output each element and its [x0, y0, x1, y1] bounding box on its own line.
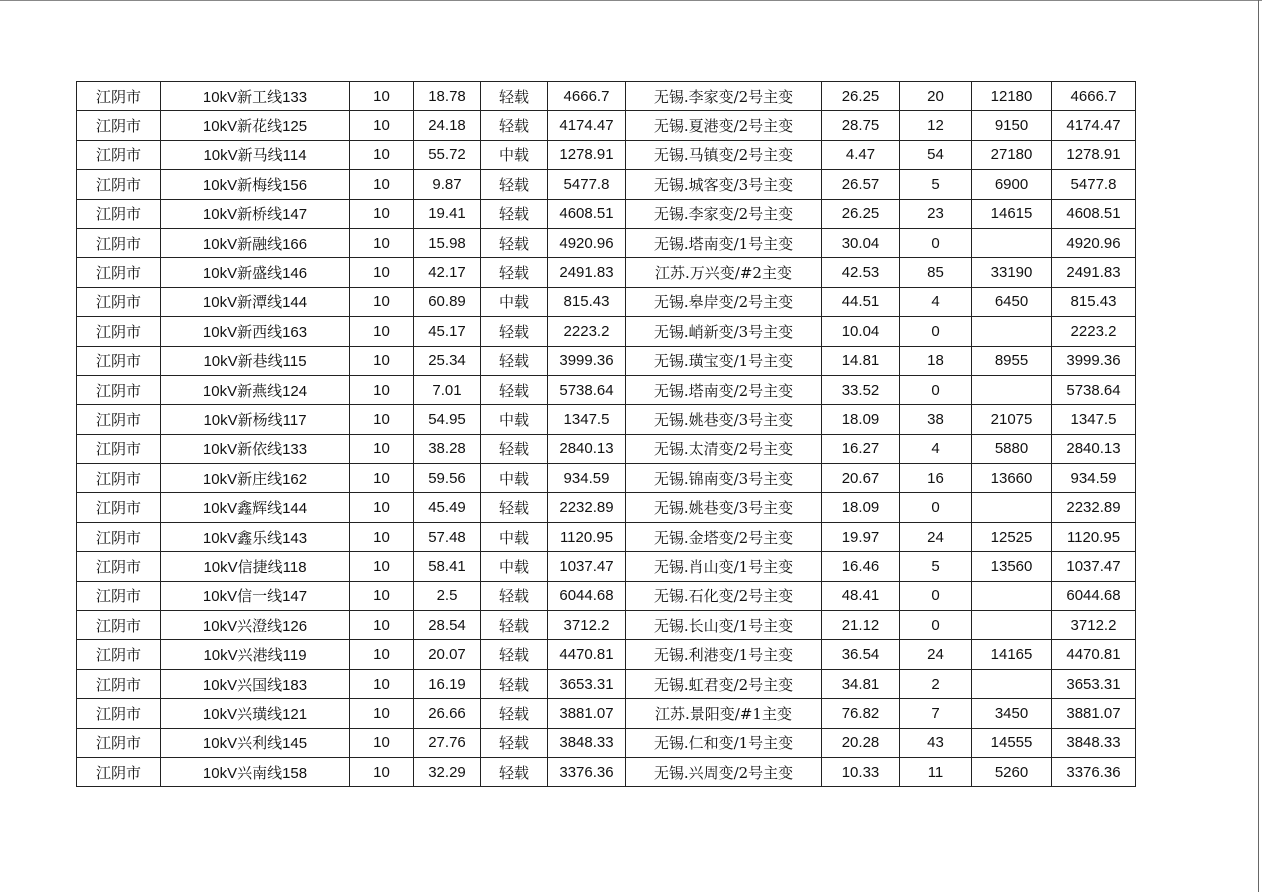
cell-available-capacity: 4470.81: [548, 640, 626, 669]
cell-available-capacity: 2232.89: [548, 493, 626, 522]
cell-user-count: 43: [900, 728, 972, 757]
cell-city: 江阴市: [77, 669, 161, 698]
cell-remaining-capacity: 2232.89: [1052, 493, 1136, 522]
cell-available-capacity: 2491.83: [548, 258, 626, 287]
cell-load-status: 轻载: [481, 375, 548, 404]
cell-transformer-load-rate: 21.12: [822, 611, 900, 640]
cell-voltage: 10: [350, 552, 414, 581]
cell-remaining-capacity: 1278.91: [1052, 140, 1136, 169]
cell-voltage: 10: [350, 728, 414, 757]
cell-transformer-load-rate: 42.53: [822, 258, 900, 287]
cell-load-rate: 60.89: [414, 287, 481, 316]
cell-user-capacity: [972, 375, 1052, 404]
cell-voltage: 10: [350, 581, 414, 610]
cell-remaining-capacity: 3999.36: [1052, 346, 1136, 375]
cell-remaining-capacity: 4470.81: [1052, 640, 1136, 669]
cell-available-capacity: 3848.33: [548, 728, 626, 757]
cell-load-rate: 42.17: [414, 258, 481, 287]
cell-remaining-capacity: 4174.47: [1052, 111, 1136, 140]
cell-remaining-capacity: 934.59: [1052, 464, 1136, 493]
cell-load-rate: 18.78: [414, 82, 481, 111]
cell-remaining-capacity: 5738.64: [1052, 375, 1136, 404]
cell-substation-transformer: 无锡.峭新变/3号主变: [626, 317, 822, 346]
cell-city: 江阴市: [77, 581, 161, 610]
cell-user-capacity: 3450: [972, 699, 1052, 728]
cell-substation-transformer: 无锡.塔南变/1号主变: [626, 228, 822, 257]
cell-load-status: 轻载: [481, 699, 548, 728]
cell-substation-transformer: 无锡.姚巷变/3号主变: [626, 405, 822, 434]
cell-city: 江阴市: [77, 258, 161, 287]
cell-user-count: 7: [900, 699, 972, 728]
cell-user-capacity: 5880: [972, 434, 1052, 463]
cell-load-status: 轻载: [481, 317, 548, 346]
cell-load-rate: 58.41: [414, 552, 481, 581]
table-row: [77, 434, 1136, 463]
cell-load-status: 轻载: [481, 669, 548, 698]
cell-city: 江阴市: [77, 611, 161, 640]
cell-voltage: 10: [350, 140, 414, 169]
cell-city: 江阴市: [77, 757, 161, 786]
cell-load-status: 轻载: [481, 757, 548, 786]
cell-voltage: 10: [350, 699, 414, 728]
cell-load-rate: 54.95: [414, 405, 481, 434]
cell-transformer-load-rate: 48.41: [822, 581, 900, 610]
cell-city: 江阴市: [77, 199, 161, 228]
cell-substation-transformer: 无锡.太清变/2号主变: [626, 434, 822, 463]
cell-remaining-capacity: 3712.2: [1052, 611, 1136, 640]
table-row: [77, 581, 1136, 610]
cell-substation-transformer: 无锡.金塔变/2号主变: [626, 522, 822, 551]
cell-city: 江阴市: [77, 170, 161, 199]
table-row: [77, 611, 1136, 640]
cell-voltage: 10: [350, 405, 414, 434]
cell-voltage: 10: [350, 522, 414, 551]
cell-voltage: 10: [350, 111, 414, 140]
cell-city: 江阴市: [77, 82, 161, 111]
page-edge-top: [0, 0, 1262, 1]
cell-load-status: 中载: [481, 552, 548, 581]
cell-available-capacity: 1347.5: [548, 405, 626, 434]
cell-voltage: 10: [350, 317, 414, 346]
cell-transformer-load-rate: 34.81: [822, 669, 900, 698]
cell-user-capacity: 14555: [972, 728, 1052, 757]
cell-city: 江阴市: [77, 405, 161, 434]
cell-available-capacity: 815.43: [548, 287, 626, 316]
cell-load-status: 轻载: [481, 346, 548, 375]
cell-substation-transformer: 无锡.仁和变/1号主变: [626, 728, 822, 757]
cell-user-capacity: [972, 317, 1052, 346]
cell-line-name: 10kV新马线114: [161, 140, 350, 169]
cell-available-capacity: 4920.96: [548, 228, 626, 257]
cell-voltage: 10: [350, 375, 414, 404]
cell-city: 江阴市: [77, 111, 161, 140]
cell-line-name: 10kV兴港线119: [161, 640, 350, 669]
cell-user-capacity: 14615: [972, 199, 1052, 228]
cell-remaining-capacity: 5477.8: [1052, 170, 1136, 199]
cell-user-capacity: 8955: [972, 346, 1052, 375]
cell-remaining-capacity: 2491.83: [1052, 258, 1136, 287]
cell-substation-transformer: 江苏.万兴变/#2主变: [626, 258, 822, 287]
cell-transformer-load-rate: 26.25: [822, 199, 900, 228]
cell-load-status: 轻载: [481, 170, 548, 199]
table-row: [77, 522, 1136, 551]
cell-user-capacity: 27180: [972, 140, 1052, 169]
cell-load-status: 中载: [481, 522, 548, 551]
cell-user-capacity: [972, 669, 1052, 698]
cell-remaining-capacity: 2840.13: [1052, 434, 1136, 463]
table-row: [77, 552, 1136, 581]
cell-user-count: 24: [900, 522, 972, 551]
cell-load-rate: 15.98: [414, 228, 481, 257]
table-row: [77, 199, 1136, 228]
cell-voltage: 10: [350, 640, 414, 669]
cell-voltage: 10: [350, 258, 414, 287]
cell-substation-transformer: 无锡.兴周变/2号主变: [626, 757, 822, 786]
cell-load-rate: 57.48: [414, 522, 481, 551]
cell-line-name: 10kV兴利线145: [161, 728, 350, 757]
cell-city: 江阴市: [77, 552, 161, 581]
cell-available-capacity: 3999.36: [548, 346, 626, 375]
cell-voltage: 10: [350, 757, 414, 786]
cell-line-name: 10kV新燕线124: [161, 375, 350, 404]
cell-load-status: 轻载: [481, 199, 548, 228]
cell-substation-transformer: 无锡.石化变/2号主变: [626, 581, 822, 610]
cell-load-rate: 2.5: [414, 581, 481, 610]
cell-available-capacity: 4608.51: [548, 199, 626, 228]
cell-remaining-capacity: 815.43: [1052, 287, 1136, 316]
cell-load-rate: 24.18: [414, 111, 481, 140]
cell-substation-transformer: 无锡.利港变/1号主变: [626, 640, 822, 669]
cell-load-status: 轻载: [481, 611, 548, 640]
cell-load-status: 轻载: [481, 82, 548, 111]
cell-voltage: 10: [350, 170, 414, 199]
table-row: [77, 640, 1136, 669]
cell-line-name: 10kV信一线147: [161, 581, 350, 610]
cell-transformer-load-rate: 20.28: [822, 728, 900, 757]
cell-line-name: 10kV新西线163: [161, 317, 350, 346]
cell-transformer-load-rate: 30.04: [822, 228, 900, 257]
cell-user-count: 0: [900, 581, 972, 610]
cell-available-capacity: 6044.68: [548, 581, 626, 610]
cell-available-capacity: 4666.7: [548, 82, 626, 111]
cell-available-capacity: 934.59: [548, 464, 626, 493]
cell-load-status: 中载: [481, 140, 548, 169]
cell-city: 江阴市: [77, 346, 161, 375]
cell-user-count: 5: [900, 170, 972, 199]
cell-load-rate: 32.29: [414, 757, 481, 786]
cell-city: 江阴市: [77, 640, 161, 669]
cell-remaining-capacity: 2223.2: [1052, 317, 1136, 346]
cell-city: 江阴市: [77, 464, 161, 493]
cell-user-capacity: 6900: [972, 170, 1052, 199]
cell-remaining-capacity: 1037.47: [1052, 552, 1136, 581]
cell-load-status: 轻载: [481, 581, 548, 610]
cell-remaining-capacity: 1347.5: [1052, 405, 1136, 434]
cell-transformer-load-rate: 10.04: [822, 317, 900, 346]
cell-available-capacity: 5738.64: [548, 375, 626, 404]
cell-load-status: 轻载: [481, 728, 548, 757]
cell-available-capacity: 1278.91: [548, 140, 626, 169]
cell-transformer-load-rate: 18.09: [822, 493, 900, 522]
cell-substation-transformer: 无锡.城客变/3号主变: [626, 170, 822, 199]
cell-remaining-capacity: 3376.36: [1052, 757, 1136, 786]
table-row: [77, 405, 1136, 434]
table-row: [77, 757, 1136, 786]
cell-load-status: 轻载: [481, 640, 548, 669]
cell-substation-transformer: 无锡.姚巷变/3号主变: [626, 493, 822, 522]
cell-voltage: 10: [350, 669, 414, 698]
table-row: [77, 464, 1136, 493]
cell-city: 江阴市: [77, 434, 161, 463]
cell-substation-transformer: 无锡.马镇变/2号主变: [626, 140, 822, 169]
cell-available-capacity: 4174.47: [548, 111, 626, 140]
cell-load-rate: 59.56: [414, 464, 481, 493]
cell-line-name: 10kV兴国线183: [161, 669, 350, 698]
cell-line-name: 10kV鑫乐线143: [161, 522, 350, 551]
cell-user-capacity: 5260: [972, 757, 1052, 786]
cell-transformer-load-rate: 14.81: [822, 346, 900, 375]
cell-user-capacity: [972, 581, 1052, 610]
cell-voltage: 10: [350, 228, 414, 257]
cell-voltage: 10: [350, 346, 414, 375]
cell-city: 江阴市: [77, 375, 161, 404]
cell-transformer-load-rate: 16.46: [822, 552, 900, 581]
cell-load-status: 轻载: [481, 111, 548, 140]
cell-transformer-load-rate: 20.67: [822, 464, 900, 493]
cell-line-name: 10kV新工线133: [161, 82, 350, 111]
cell-load-rate: 55.72: [414, 140, 481, 169]
cell-line-name: 10kV兴璜线121: [161, 699, 350, 728]
cell-line-name: 10kV兴南线158: [161, 757, 350, 786]
table-row: [77, 258, 1136, 287]
page-edge-right: [1258, 0, 1259, 892]
cell-user-capacity: 6450: [972, 287, 1052, 316]
cell-substation-transformer: 无锡.塔南变/2号主变: [626, 375, 822, 404]
cell-user-count: 0: [900, 611, 972, 640]
cell-load-rate: 7.01: [414, 375, 481, 404]
cell-line-name: 10kV新梅线156: [161, 170, 350, 199]
cell-substation-transformer: 江苏.景阳变/#1主变: [626, 699, 822, 728]
cell-load-status: 轻载: [481, 258, 548, 287]
cell-city: 江阴市: [77, 728, 161, 757]
cell-line-name: 10kV新融线166: [161, 228, 350, 257]
cell-load-status: 中载: [481, 287, 548, 316]
cell-user-capacity: 13560: [972, 552, 1052, 581]
cell-city: 江阴市: [77, 699, 161, 728]
cell-load-rate: 45.49: [414, 493, 481, 522]
cell-user-count: 2: [900, 669, 972, 698]
cell-transformer-load-rate: 4.47: [822, 140, 900, 169]
cell-user-capacity: 9150: [972, 111, 1052, 140]
cell-user-count: 18: [900, 346, 972, 375]
cell-voltage: 10: [350, 199, 414, 228]
cell-available-capacity: 5477.8: [548, 170, 626, 199]
cell-load-rate: 9.87: [414, 170, 481, 199]
cell-remaining-capacity: 3653.31: [1052, 669, 1136, 698]
cell-transformer-load-rate: 18.09: [822, 405, 900, 434]
cell-transformer-load-rate: 26.25: [822, 82, 900, 111]
cell-available-capacity: 2840.13: [548, 434, 626, 463]
cell-city: 江阴市: [77, 287, 161, 316]
cell-substation-transformer: 无锡.肖山变/1号主变: [626, 552, 822, 581]
table-row: [77, 493, 1136, 522]
cell-transformer-load-rate: 10.33: [822, 757, 900, 786]
cell-user-count: 0: [900, 493, 972, 522]
cell-user-count: 20: [900, 82, 972, 111]
cell-voltage: 10: [350, 287, 414, 316]
cell-substation-transformer: 无锡.李家变/2号主变: [626, 199, 822, 228]
table-row: [77, 287, 1136, 316]
cell-substation-transformer: 无锡.夏港变/2号主变: [626, 111, 822, 140]
cell-substation-transformer: 无锡.璜宝变/1号主变: [626, 346, 822, 375]
feeder-load-table: [76, 81, 1136, 787]
cell-user-capacity: [972, 611, 1052, 640]
cell-substation-transformer: 无锡.李家变/2号主变: [626, 82, 822, 111]
cell-remaining-capacity: 1120.95: [1052, 522, 1136, 551]
cell-load-rate: 45.17: [414, 317, 481, 346]
cell-user-count: 0: [900, 317, 972, 346]
cell-available-capacity: 1120.95: [548, 522, 626, 551]
cell-user-count: 0: [900, 375, 972, 404]
cell-user-capacity: [972, 228, 1052, 257]
cell-user-capacity: 13660: [972, 464, 1052, 493]
cell-line-name: 10kV兴澄线126: [161, 611, 350, 640]
table-row: [77, 140, 1136, 169]
cell-available-capacity: 3712.2: [548, 611, 626, 640]
cell-transformer-load-rate: 33.52: [822, 375, 900, 404]
cell-line-name: 10kV新依线133: [161, 434, 350, 463]
cell-user-count: 23: [900, 199, 972, 228]
cell-load-status: 中载: [481, 464, 548, 493]
cell-city: 江阴市: [77, 228, 161, 257]
cell-transformer-load-rate: 16.27: [822, 434, 900, 463]
cell-voltage: 10: [350, 434, 414, 463]
cell-user-count: 5: [900, 552, 972, 581]
cell-user-count: 12: [900, 111, 972, 140]
cell-user-capacity: 12525: [972, 522, 1052, 551]
cell-load-rate: 26.66: [414, 699, 481, 728]
cell-transformer-load-rate: 36.54: [822, 640, 900, 669]
cell-line-name: 10kV新杨线117: [161, 405, 350, 434]
cell-user-count: 54: [900, 140, 972, 169]
cell-user-capacity: 12180: [972, 82, 1052, 111]
cell-voltage: 10: [350, 611, 414, 640]
cell-user-count: 0: [900, 228, 972, 257]
cell-user-count: 4: [900, 434, 972, 463]
cell-user-count: 16: [900, 464, 972, 493]
cell-remaining-capacity: 4608.51: [1052, 199, 1136, 228]
cell-user-count: 38: [900, 405, 972, 434]
cell-line-name: 10kV新庄线162: [161, 464, 350, 493]
cell-voltage: 10: [350, 493, 414, 522]
cell-substation-transformer: 无锡.长山变/1号主变: [626, 611, 822, 640]
cell-available-capacity: 3376.36: [548, 757, 626, 786]
table-row: [77, 699, 1136, 728]
cell-line-name: 10kV新潭线144: [161, 287, 350, 316]
cell-load-rate: 19.41: [414, 199, 481, 228]
cell-remaining-capacity: 4666.7: [1052, 82, 1136, 111]
table-row: [77, 346, 1136, 375]
table-body: [77, 82, 1136, 787]
cell-load-rate: 20.07: [414, 640, 481, 669]
cell-transformer-load-rate: 44.51: [822, 287, 900, 316]
cell-user-capacity: 21075: [972, 405, 1052, 434]
cell-transformer-load-rate: 28.75: [822, 111, 900, 140]
cell-substation-transformer: 无锡.锦南变/3号主变: [626, 464, 822, 493]
cell-transformer-load-rate: 26.57: [822, 170, 900, 199]
cell-user-count: 85: [900, 258, 972, 287]
cell-line-name: 10kV新巷线115: [161, 346, 350, 375]
cell-user-count: 4: [900, 287, 972, 316]
table-row: [77, 170, 1136, 199]
cell-remaining-capacity: 3881.07: [1052, 699, 1136, 728]
cell-load-status: 轻载: [481, 434, 548, 463]
table-row: [77, 728, 1136, 757]
cell-load-rate: 28.54: [414, 611, 481, 640]
cell-line-name: 10kV新花线125: [161, 111, 350, 140]
cell-city: 江阴市: [77, 493, 161, 522]
cell-load-rate: 27.76: [414, 728, 481, 757]
cell-available-capacity: 1037.47: [548, 552, 626, 581]
table-row: [77, 375, 1136, 404]
cell-line-name: 10kV新盛线146: [161, 258, 350, 287]
cell-city: 江阴市: [77, 317, 161, 346]
cell-line-name: 10kV鑫辉线144: [161, 493, 350, 522]
cell-available-capacity: 3881.07: [548, 699, 626, 728]
table-row: [77, 669, 1136, 698]
cell-remaining-capacity: 4920.96: [1052, 228, 1136, 257]
table-row: [77, 111, 1136, 140]
cell-load-rate: 38.28: [414, 434, 481, 463]
cell-line-name: 10kV信捷线118: [161, 552, 350, 581]
cell-user-capacity: [972, 493, 1052, 522]
cell-line-name: 10kV新桥线147: [161, 199, 350, 228]
cell-city: 江阴市: [77, 522, 161, 551]
cell-remaining-capacity: 3848.33: [1052, 728, 1136, 757]
cell-user-capacity: 14165: [972, 640, 1052, 669]
table-row: [77, 317, 1136, 346]
cell-transformer-load-rate: 19.97: [822, 522, 900, 551]
cell-load-status: 中载: [481, 405, 548, 434]
cell-city: 江阴市: [77, 140, 161, 169]
cell-user-capacity: 33190: [972, 258, 1052, 287]
cell-load-rate: 25.34: [414, 346, 481, 375]
cell-transformer-load-rate: 76.82: [822, 699, 900, 728]
cell-load-status: 轻载: [481, 228, 548, 257]
cell-substation-transformer: 无锡.虹君变/2号主变: [626, 669, 822, 698]
table-row: [77, 82, 1136, 111]
cell-remaining-capacity: 6044.68: [1052, 581, 1136, 610]
cell-load-rate: 16.19: [414, 669, 481, 698]
cell-user-count: 11: [900, 757, 972, 786]
cell-voltage: 10: [350, 82, 414, 111]
cell-available-capacity: 3653.31: [548, 669, 626, 698]
cell-voltage: 10: [350, 464, 414, 493]
cell-available-capacity: 2223.2: [548, 317, 626, 346]
cell-load-status: 轻载: [481, 493, 548, 522]
table-row: [77, 228, 1136, 257]
cell-substation-transformer: 无锡.皋岸变/2号主变: [626, 287, 822, 316]
cell-user-count: 24: [900, 640, 972, 669]
